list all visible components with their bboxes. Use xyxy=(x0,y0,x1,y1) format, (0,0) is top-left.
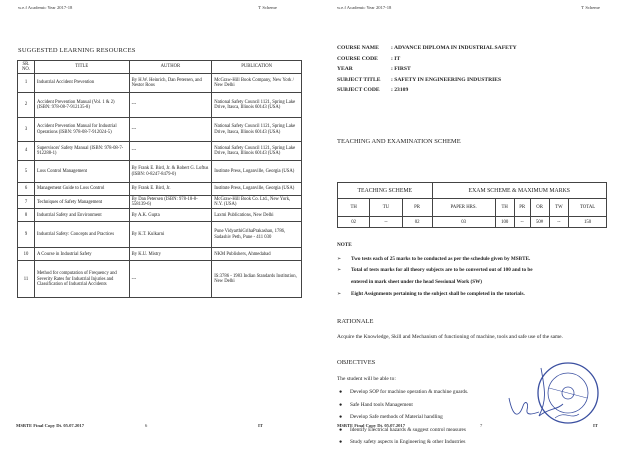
arrow-bullet-icon: ➢ xyxy=(337,291,342,297)
scheme-value: -- xyxy=(370,217,402,228)
row-number: 7 xyxy=(18,196,35,209)
course-info xyxy=(337,43,517,96)
col-header-title: TITLE xyxy=(34,61,129,74)
note-item: Eight Assignments pertaining to the subject shall be completed in the tutorials. xyxy=(351,291,525,297)
scheme-col-header: PR xyxy=(402,199,432,217)
col-header-publication: PUBLICATION xyxy=(212,61,302,74)
row-author: By A.K. Gupta xyxy=(129,209,212,222)
row-publication: IS:3786 - 1983 Indian Standards Institution, New Delhi xyxy=(212,261,302,298)
objective-item: Identify Electrical hazards & suggest control measures xyxy=(350,426,466,433)
scheme-col-header: PR xyxy=(514,199,530,217)
resources-table xyxy=(17,60,302,298)
course-info-key: COURSE NAME xyxy=(337,45,379,51)
row-author: By Frank E. Bird, Jr. & Robert G. Loftus (ISBN: 0-8247-8479-0) xyxy=(129,161,212,183)
note-title: NOTE xyxy=(337,242,352,248)
table-row xyxy=(18,196,302,209)
arrow-bullet-icon: ➢ xyxy=(337,267,342,273)
row-title: Method for computation of Frequency and Severity Rates for Industrial Injuries and Classification of Industrial Accidents xyxy=(34,261,129,298)
row-author: --- xyxy=(129,118,212,142)
row-number: 11 xyxy=(18,261,35,298)
resources-header-row xyxy=(18,61,302,74)
row-number: 8 xyxy=(18,209,35,222)
row-number: 6 xyxy=(18,183,35,196)
right-header-scheme: 'I' Scheme xyxy=(581,5,600,10)
row-number: 9 xyxy=(18,222,35,248)
row-title: Industrial Safety: Concepts and Practices xyxy=(34,222,129,248)
course-info-row xyxy=(337,85,517,96)
exam-scheme-head: EXAM SCHEME & MAXIMUM MARKS xyxy=(432,183,606,199)
course-info-row xyxy=(337,64,517,75)
row-author: By K.U. Mistry xyxy=(129,248,212,261)
row-author: By Frank E. Bird, Jr. xyxy=(129,183,212,196)
objectives-title: OBJECTIVES xyxy=(337,359,376,366)
left-footer-code: IT xyxy=(258,423,263,428)
row-publication: Laxmi Publications, New Delhi xyxy=(212,209,302,222)
course-info-row xyxy=(337,75,517,86)
row-author: --- xyxy=(129,142,212,161)
rationale-text: Acquire the Knowledge, Skill and Mechanism of functioning of machine, tools and safe use of the same. xyxy=(337,334,563,340)
row-title: A Course in Industrial Safety xyxy=(34,248,129,261)
row-title: Techniques of Safety Management xyxy=(34,196,129,209)
table-row xyxy=(18,93,302,118)
row-author: By H.W. Heinrich, Dan Petersen, and Nestor Roos xyxy=(129,74,212,93)
section-title: SUGGESTED LEARNING RESOURCES xyxy=(18,47,136,54)
scheme-value: 02 xyxy=(338,217,370,228)
scheme-col-header: TOTAL xyxy=(569,199,607,217)
rationale-title: RATIONALE xyxy=(337,318,374,325)
row-author: --- xyxy=(129,261,212,298)
course-info-value: : IT xyxy=(391,55,401,62)
scheme-col-header: TU xyxy=(370,199,402,217)
note-item: Total of tests marks for all theory subjects are to be converted out of 100 and to be xyxy=(351,267,533,273)
note-item: Two tests each of 25 marks to be conducted as per the schedule given by MSBTE. xyxy=(351,256,531,262)
row-publication: NKM Publishers, Ahmedabad xyxy=(212,248,302,261)
row-title: Loss Control Management xyxy=(34,161,129,183)
left-footer-page: 6 xyxy=(145,423,148,428)
course-info-value: : ADVANCE DIPLOMA IN INDUSTRIAL SAFETY xyxy=(391,45,517,51)
teaching-scheme-head: TEACHING SCHEME xyxy=(338,183,433,199)
row-publication: Pune VidyarthiGrihaPrakashan, 1786, Sadashiv Peth, Pune - 411 030 xyxy=(212,222,302,248)
row-publication: Institute Press, Loganville, Georgia (USA) xyxy=(212,183,302,196)
left-header-year: w.e.f Academic Year 2017-18 xyxy=(18,5,73,10)
objective-item: Develop Safe methods of Material handling xyxy=(350,414,443,420)
course-info-key: SUBJECT TITLE xyxy=(337,76,381,83)
scheme-col-header: TH xyxy=(338,199,370,217)
objectives-intro: The student will be able to: xyxy=(337,376,396,382)
bullet-icon: ● xyxy=(339,439,343,445)
row-number: 5 xyxy=(18,161,35,183)
resources-body xyxy=(18,74,302,298)
row-publication: National Safety Council 1121, Spring Lake Drive, Itasca, Illinois 60143 (USA) xyxy=(212,142,302,161)
course-info-value: : FIRST xyxy=(391,66,411,72)
objective-item: Safe Hand tools Management xyxy=(350,401,413,408)
row-number: 2 xyxy=(18,93,35,118)
row-number: 10 xyxy=(18,248,35,261)
course-info-value: : SAFETY IN ENGINEERING INDUSTRIES xyxy=(391,76,502,83)
course-info-row xyxy=(337,54,517,65)
scheme-value: 03 xyxy=(432,217,495,228)
col-header-author: AUTHOR xyxy=(129,61,212,74)
row-title: Accident Prevention Manual (Vol. 1 & 2) (ISBN: 978-08-7-912135-8) xyxy=(34,93,129,118)
table-row xyxy=(18,209,302,222)
scheme-value: 50# xyxy=(530,217,549,228)
row-number: 4 xyxy=(18,142,35,161)
row-publication: National Safety Council 1121, Spring Lake Drive, Itasca, Illinois 60143 (USA) xyxy=(212,118,302,142)
bullet-icon: ● xyxy=(339,426,343,433)
table-row xyxy=(18,222,302,248)
right-footer-code: IT xyxy=(593,423,598,428)
table-row xyxy=(18,74,302,93)
bullet-icon: ● xyxy=(339,414,343,420)
note-item: entered in mark sheet under the head Sessional Work (SW) xyxy=(351,279,482,285)
row-author: By Dan Petersen (ISBN: 978-18-8-558139-6) xyxy=(129,196,212,209)
scheme-value: 02 xyxy=(402,217,432,228)
table-row xyxy=(18,118,302,142)
table-row xyxy=(18,161,302,183)
row-author: By K.T. Kulkarni xyxy=(129,222,212,248)
scheme-value: 100 xyxy=(495,217,514,228)
scheme-col-header: TH xyxy=(495,199,514,217)
row-author: --- xyxy=(129,93,212,118)
left-footer-copy: MSBTE Final Copy Dt. 05.07.2017 xyxy=(16,423,85,428)
scheme-col-header: OR xyxy=(530,199,549,217)
row-title: Supervisors' Safety Manual (ISBN: 978-08-7-912288-1) xyxy=(34,142,129,161)
table-row xyxy=(18,248,302,261)
bullet-icon: ● xyxy=(339,401,343,408)
row-publication: McGraw-Hill Book Co. Ltd., New York, N.Y. (USA) xyxy=(212,196,302,209)
scheme-value: -- xyxy=(549,217,569,228)
col-header-srno: SR. NO. xyxy=(18,61,35,74)
arrow-bullet-icon: ➢ xyxy=(337,256,342,262)
objective-item: Develop SOP for machine operation & machine guards. xyxy=(350,389,469,395)
course-info-key: YEAR xyxy=(337,66,353,72)
row-publication: Institute Press, Loganville, Georgia (USA) xyxy=(212,161,302,183)
right-footer-page: 7 xyxy=(480,423,483,428)
row-publication: National Safety Council 1121, Spring Lake Drive, Itasca, Illinois 60143 (USA) xyxy=(212,93,302,118)
right-header-year: w.e.f Academic Year 2017-18 xyxy=(337,5,392,10)
course-info-row xyxy=(337,43,517,54)
scheme-table xyxy=(337,182,607,228)
signature-mark xyxy=(505,392,545,422)
row-number: 3 xyxy=(18,118,35,142)
course-info-key: COURSE CODE xyxy=(337,55,378,62)
row-title: Management Guide to Loss Control xyxy=(34,183,129,196)
scheme-title: TEACHING AND EXAMINATION SCHEME xyxy=(337,138,461,145)
row-title: Industrial Safety and Environment xyxy=(34,209,129,222)
left-header-scheme: 'I' Scheme xyxy=(258,5,277,10)
bullet-icon: ● xyxy=(339,389,343,395)
row-number: 1 xyxy=(18,74,35,93)
scheme-col-header: TW xyxy=(549,199,569,217)
scheme-value: 150 xyxy=(569,217,607,228)
row-publication: McGraw-Hill Book Company, New York / New Delhi xyxy=(212,74,302,93)
course-info-key: SUBJECT CODE xyxy=(337,87,380,93)
scheme-value: -- xyxy=(514,217,530,228)
right-footer-copy: MSBTE Final Copy Dt. 05.07.2017 xyxy=(337,423,406,428)
objective-item: Study safety aspects in Engineering & other Industries xyxy=(350,439,466,445)
row-title: Industrial Accident Prevention xyxy=(34,74,129,93)
scheme-col-header: PAPER HRS. xyxy=(432,199,495,217)
table-row xyxy=(18,261,302,298)
course-info-value: : 23109 xyxy=(391,87,409,93)
table-row xyxy=(18,183,302,196)
table-row xyxy=(18,142,302,161)
row-title: Accident Prevention Manual for Industrial Operations (ISBN: 978-08-7-912024-5) xyxy=(34,118,129,142)
